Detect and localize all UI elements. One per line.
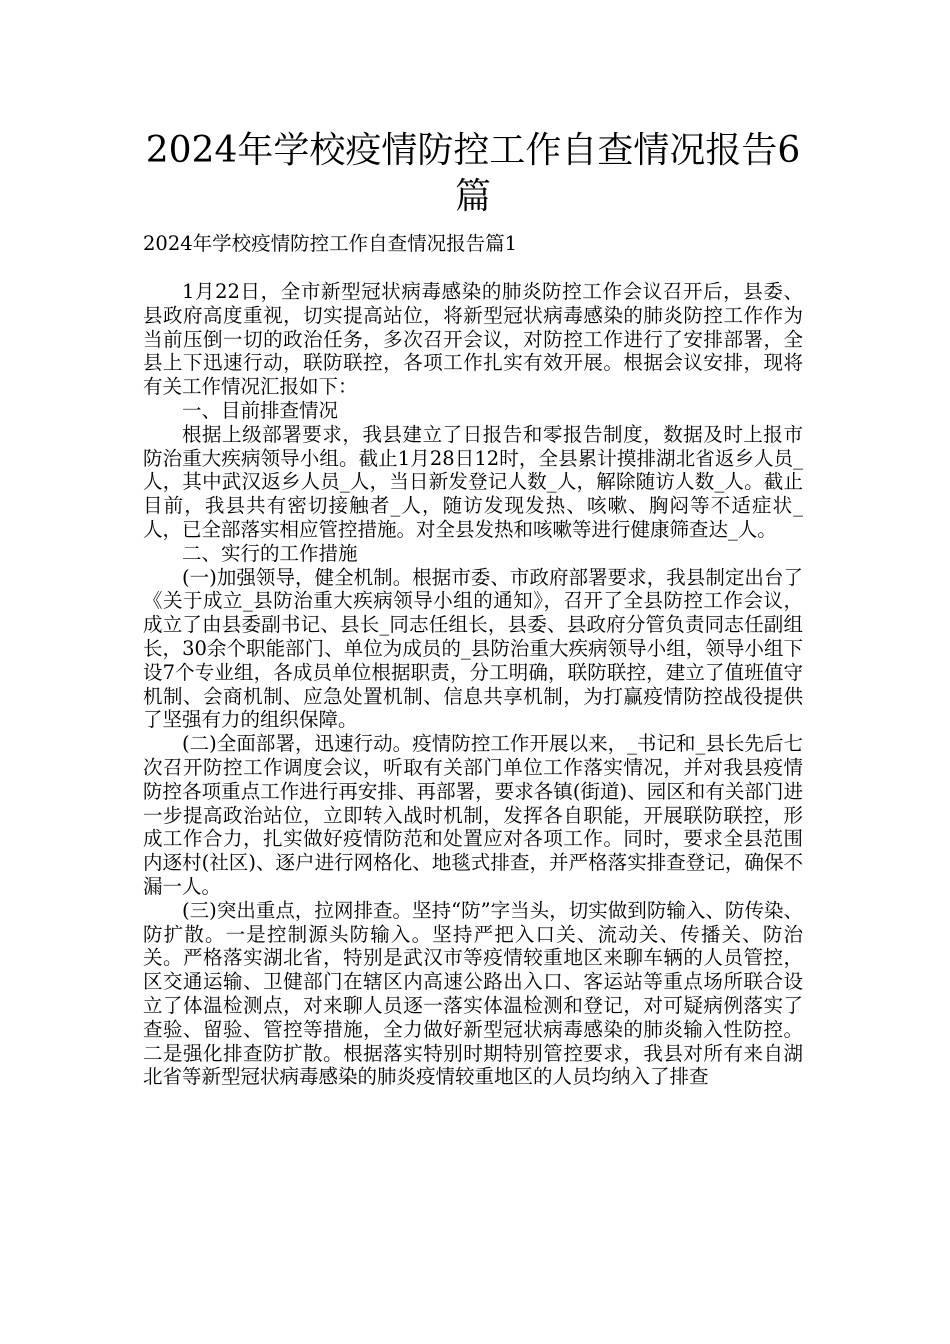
document-title: 2024年学校疫情防控工作自查情况报告6篇 (145, 130, 801, 217)
document-body (143, 280, 803, 1089)
paragraph-screening-data: 根据上级部署要求，我县建立了日报告和零报告制度，数据及时上报市防治重大疾病领导小组。截止1月28日12时，全县累计摸排湖北省返乡人员_人，其中武汉返乡人员_人，当日新发登记人数_人，解除随访人数_人。截止目前，我县共有密切接触者_人，随访发现发热、咳嗽、胸闷等不适症状_人，已全部落实相应管控措施。对全县发热和咳嗽等进行健康筛查达_人。 (143, 422, 803, 541)
section-subtitle: 2024年学校疫情防控工作自查情况报告篇1 (143, 232, 518, 255)
paragraph-deployment: (二)全面部署，迅速行动。疫情防控工作开展以来，_书记和_县长先后七次召开防控工作调度会议，听取有关部门单位工作落实情况，并对我县疫情防控各项重点工作进行再安排、再部署，要求各镇(街道)、园区和有关部门进一步提高政治站位，立即转入战时机制，发挥各自职能，开展联防联控，形成工作合力，扎实做好疫情防范和处置应对各项工作。同时，要求全县范围内逐村(社区)、逐户进行网格化、地毯式排查，并严格落实排查登记，确保不漏一人。 (143, 732, 803, 898)
heading-current-screening: 一、目前排查情况 (182, 398, 339, 422)
paragraph-leadership: (一)加强领导，健全机制。根据市委、市政府部署要求，我县制定出台了《关于成立_县防治重大疾病领导小组的通知》，召开了全县防控工作会议，成立了由县委副书记、县长_同志任组长，县委、县政府分管负责同志任副组长，30余个职能部门、单位为成员的_县防治重大疾病领导小组，领导小组下设7个专业组，各成员单位根据职责，分工明确，联防联控，建立了值班值守机制、会商机制、应急处置机制、信息共享机制，为打赢疫情防控战役提供了坚强有力的组织保障。 (143, 565, 803, 732)
heading-measures: 二、实行的工作措施 (182, 541, 358, 565)
document-page (143, 128, 803, 1089)
paragraph-intro: 1月22日，全市新型冠状病毒感染的肺炎防控工作会议召开后，县委、县政府高度重视，切实提高站位，将新型冠状病毒感染的肺炎防控工作作为当前压倒一切的政治任务，多次召开会议，对防控工作进行了安排部署，全县上下迅速行动，联防联控，各项工作扎实有效开展。根据会议安排，现将有关工作情况汇报如下： (143, 280, 803, 399)
paragraph-key-points: (三)突出重点，拉网排查。坚持“防”字当头，切实做到防输入、防传染、防扩散。一是控制源头防输入。坚持严把入口关、流动关、传播关、防治关。严格落实湖北省，特别是武汉市等疫情较重地区来聊车辆的人员管控，区交通运输、卫健部门在辖区内高速公路出入口、客运站等重点场所联合设立了体温检测点，对来聊人员逐一落实体温检测和登记，对可疑病例落实了查验、留验、管控等措施，全力做好新型冠状病毒感染的肺炎输入性防控。二是强化排查防扩散。根据落实特别时期特别管控要求，我县对所有来自湖北省等新型冠状病毒感染的肺炎疫情较重地区的人员均纳入了排查 (143, 898, 803, 1089)
